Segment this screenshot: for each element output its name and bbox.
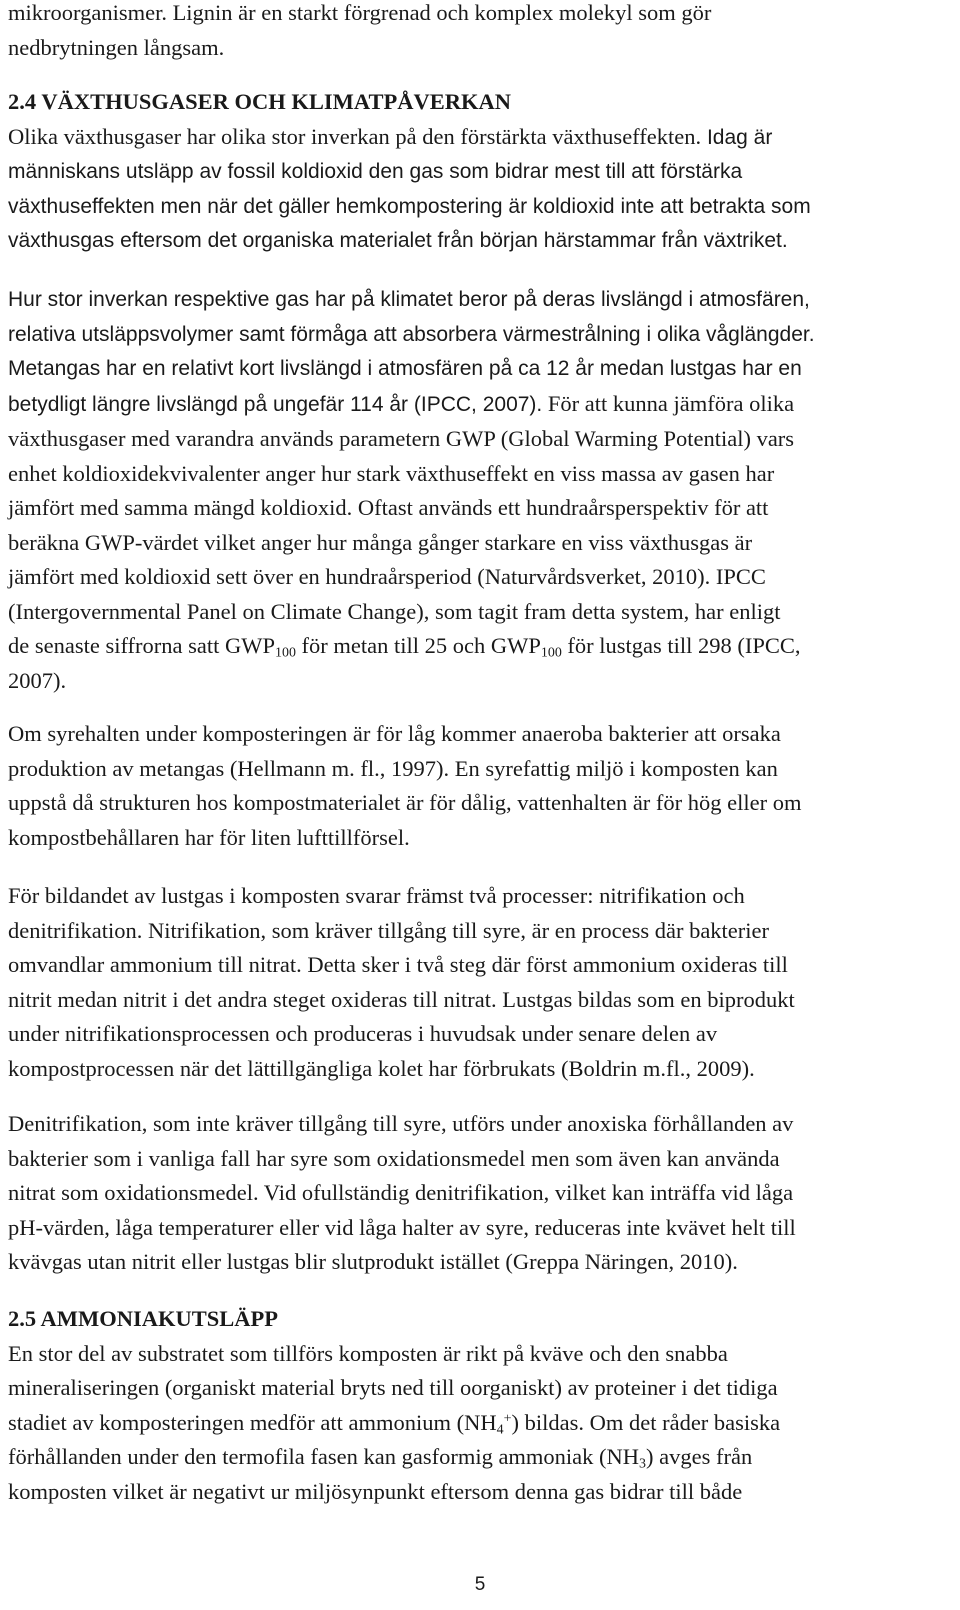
- text-fragment: för metan till 25 och GWP: [295, 633, 541, 658]
- text-line: kvävgas utan nitrit eller lustgas blir slutprodukt istället (Greppa Näringen, 2010).: [8, 1249, 738, 1274]
- text-line: relativa utsläppsvolymer samt förmåga att absorbera värmestrålning i olika våglängder.: [8, 322, 815, 346]
- intro-paragraph: [8, 0, 953, 65]
- gwp-paragraph: [8, 283, 953, 698]
- text-fragment: förhållanden under den termofila fasen kan gasformig ammoniak (NH: [8, 1444, 640, 1469]
- text-line: [8, 120, 953, 156]
- text-line: mineraliseringen (organiskt material bryts ned till oorganiskt) av proteiner i det tidiga: [8, 1375, 778, 1400]
- text-line: kompostbehållaren har för liten lufttillförsel.: [8, 824, 410, 850]
- text-line: bakterier som i vanliga fall har syre som oxidationsmedel men som även kan använda: [8, 1145, 780, 1171]
- text-fragment: För att kunna jämföra olika: [542, 390, 795, 416]
- nitrification-paragraph: [8, 879, 953, 1086]
- text-line: nitrit medan nitrit i det andra steget oxideras till nitrat. Lustgas bildas som en biprodukt: [8, 986, 795, 1012]
- section-2-4: [8, 85, 953, 259]
- text-fragment: de senaste siffrorna satt GWP: [8, 633, 276, 658]
- text-line: växthusgaser med varandra används parametern GWP (Global Warming Potential) vars: [8, 426, 795, 451]
- text-line: 2007).: [8, 667, 67, 693]
- text-line: jämfört med koldioxid sett över en hundraårsperiod (Naturvårdsverket, 2010). IPCC: [8, 564, 766, 589]
- text-line: [8, 1406, 953, 1441]
- subscript: 4: [496, 1421, 504, 1437]
- text-line: växthusgas eftersom det organiska materialet från början härstammar från växtriket.: [8, 229, 788, 252]
- text-line: Metangas har en relativt kort livslängd i atmosfären på ca 12 år medan lustgas har en: [8, 357, 802, 380]
- text-line: jämfört med samma mängd koldioxid. Oftast används ett hundraårsperspektiv för att: [8, 495, 769, 520]
- text-fragment: för lustgas till 298 (IPCC,: [561, 633, 801, 658]
- section-2-5: [8, 1302, 953, 1509]
- text-line: För bildandet av lustgas i komposten svarar främst två processer: nitrifikation och: [8, 883, 745, 908]
- superscript: +: [503, 1410, 512, 1426]
- text-line: [8, 387, 953, 423]
- text-line: mikroorganismer. Lignin är en starkt förgrenad och komplex molekyl som gör: [8, 0, 712, 25]
- text-fragment: stadiet av komposteringen medför att ammonium (NH: [8, 1409, 497, 1435]
- text-line: växthuseffekten men när det gäller hemkompostering är koldioxid inte att betrakta som: [8, 194, 811, 218]
- text-line: komposten vilket är negativt ur miljösynpunkt eftersom denna gas bidrar till både: [8, 1478, 743, 1504]
- text-line: nedbrytningen långsam.: [8, 34, 225, 60]
- text-fragment: Olika växthusgaser har olika stor inverkan på den förstärkta växthuseffekten.: [8, 123, 702, 149]
- text-line: nitrat som oxidationsmedel. Vid ofullständig denitrifikation, vilket kan inträffa vid låga: [8, 1180, 794, 1205]
- text-line: beräkna GWP-värdet vilket anger hur många gånger starkare en viss växthusgas är: [8, 529, 753, 555]
- text-fragment: Idag är: [701, 125, 773, 149]
- methane-paragraph: [8, 717, 953, 855]
- text-line: omvandlar ammonium till nitrat. Detta sker i två steg där först ammonium oxideras till: [8, 952, 788, 977]
- subscript: 100: [275, 645, 296, 661]
- text-line: Denitrifikation, som inte kräver tillgång till syre, utförs under anoxiska förhållanden av: [8, 1111, 794, 1136]
- text-fragment: ) bildas. Om det råder basiska: [511, 1409, 781, 1435]
- text-line: kompostprocessen när det lättillgängliga kolet har förbrukats (Boldrin m.fl., 2009).: [8, 1055, 755, 1081]
- text-line: enhet koldioxidekvivalenter anger hur stark växthuseffekt en viss massa av gasen har: [8, 460, 775, 486]
- section-heading: 2.4 VÄXTHUSGASER OCH KLIMATPÅVERKAN: [8, 89, 511, 114]
- text-line: Hur stor inverkan respektive gas har på klimatet beror på deras livslängd i atmosfären,: [8, 288, 810, 311]
- text-fragment: betydligt längre livslängd på ungefär 114 år (IPCC, 2007).: [8, 392, 543, 416]
- text-line: människans utsläpp av fossil koldioxid den gas som bidrar mest till att förstärka: [8, 160, 743, 183]
- text-line: pH-värden, låga temperaturer eller vid låga halter av syre, reduceras inte kvävet helt till: [8, 1214, 796, 1240]
- section-heading: 2.5 AMMONIAKUTSLÄPP: [8, 1306, 278, 1331]
- text-line: denitrifikation. Nitrifikation, som kräver tillgång till syre, är en process där bakterier: [8, 917, 770, 943]
- text-line: under nitrifikationsprocessen och produceras i huvudsak under senare delen av: [8, 1021, 718, 1046]
- text-line: (Intergovernmental Panel on Climate Change), som tagit fram detta system, har enligt: [8, 598, 781, 624]
- text-line: [8, 629, 953, 664]
- text-line: uppstå då strukturen hos kompostmaterialet är för dålig, vattenhalten är för hög eller om: [8, 790, 802, 815]
- page-number: 5: [474, 1574, 486, 1595]
- text-fragment: ) avges från: [646, 1444, 753, 1469]
- text-line: produktion av metangas (Hellmann m. fl., 1997). En syrefattig miljö i komposten kan: [8, 755, 778, 781]
- subscript: 100: [540, 645, 562, 661]
- text-line: Om syrehalten under komposteringen är för låg kommer anaeroba bakterier att orsaka: [8, 721, 781, 746]
- subscript: 3: [639, 1456, 647, 1472]
- text-line: En stor del av substratet som tillförs komposten är rikt på kväve och den snabba: [8, 1340, 728, 1366]
- text-line: [8, 1440, 953, 1475]
- denitrification-paragraph: [8, 1107, 953, 1280]
